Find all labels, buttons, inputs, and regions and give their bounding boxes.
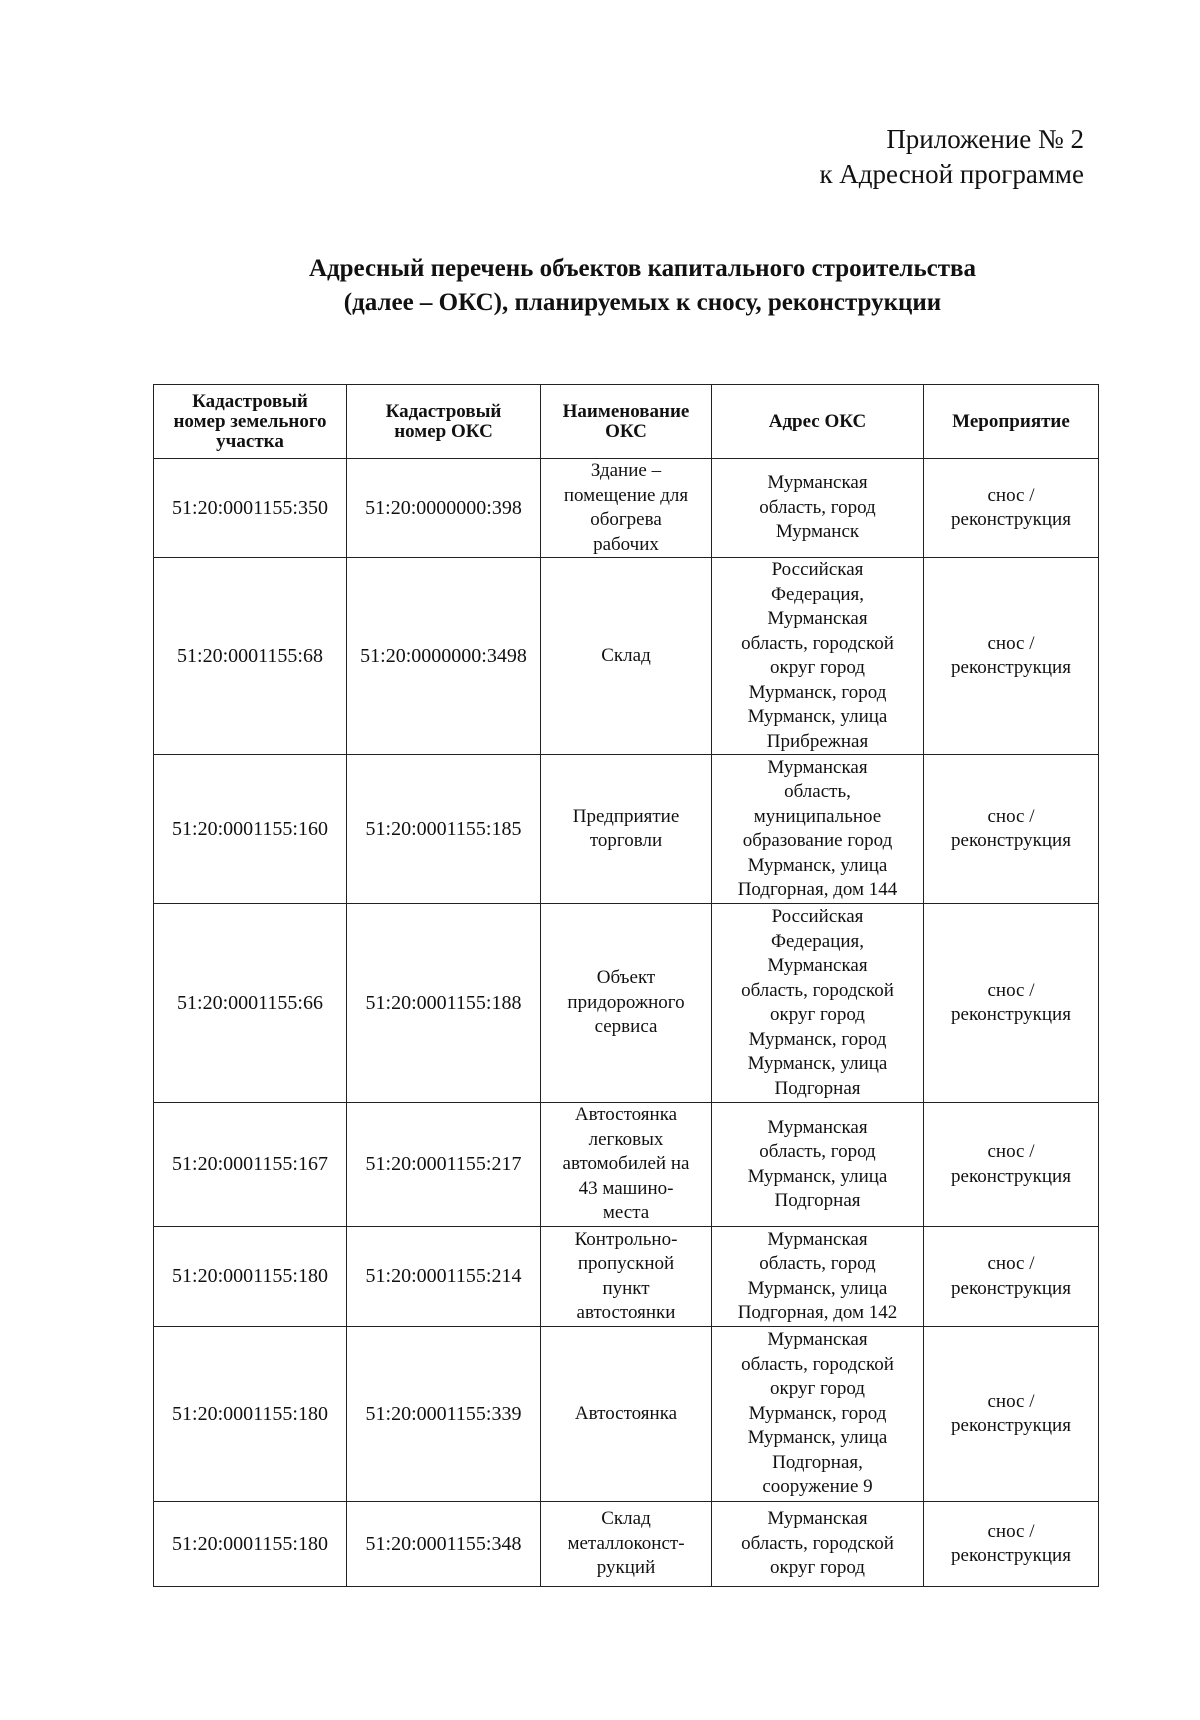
cell-oks-address: Мурманская область, город Мурманск, улица Подгорная, дом 142 <box>712 1227 924 1327</box>
cell-land-number: 51:20:0001155:66 <box>154 904 347 1103</box>
table-row <box>154 459 1099 558</box>
cell-oks-name: Предприятие торговли <box>541 755 712 904</box>
cell-oks-name: Склад <box>541 558 712 755</box>
cell-oks-number: 51:20:0001155:217 <box>347 1103 541 1227</box>
cell-oks-address: Мурманская область, городской округ город <box>712 1502 924 1587</box>
cell-oks-name: Автостоянка легковых автомобилей на 43 машино- места <box>541 1103 712 1227</box>
cell-oks-address: Мурманская область, муниципальное образование город Мурманск, улица Подгорная, дом 144 <box>712 755 924 904</box>
cell-action: снос / реконструкция <box>924 755 1099 904</box>
cell-action: снос / реконструкция <box>924 558 1099 755</box>
cell-action: снос / реконструкция <box>924 1103 1099 1227</box>
cell-action: снос / реконструкция <box>924 904 1099 1103</box>
cell-oks-name: Контрольно- пропускной пункт автостоянки <box>541 1227 712 1327</box>
cell-action: снос / реконструкция <box>924 1227 1099 1327</box>
cell-land-number: 51:20:0001155:350 <box>154 459 347 558</box>
cell-oks-number: 51:20:0000000:398 <box>347 459 541 558</box>
annex-header <box>819 122 1084 192</box>
table-row <box>154 1502 1099 1587</box>
objects-table <box>153 384 1099 1587</box>
cell-land-number: 51:20:0001155:68 <box>154 558 347 755</box>
page-title <box>0 252 1200 320</box>
cell-oks-number: 51:20:0001155:188 <box>347 904 541 1103</box>
cell-oks-address: Мурманская область, городской округ город Мурманск, город Мурманск, улица Подгорная, сооружение 9 <box>712 1327 924 1502</box>
header-oks-cadastral: Кадастровый номер ОКС <box>347 385 541 459</box>
cell-oks-address: Мурманская область, город Мурманск, улица Подгорная <box>712 1103 924 1227</box>
cell-land-number: 51:20:0001155:180 <box>154 1327 347 1502</box>
cell-land-number: 51:20:0001155:167 <box>154 1103 347 1227</box>
cell-oks-number: 51:20:0001155:339 <box>347 1327 541 1502</box>
cell-land-number: 51:20:0001155:180 <box>154 1227 347 1327</box>
cell-oks-address: Мурманская область, город Мурманск <box>712 459 924 558</box>
cell-oks-number: 51:20:0001155:348 <box>347 1502 541 1587</box>
table-row <box>154 755 1099 904</box>
annex-reference: к Адресной программе <box>819 159 1084 189</box>
table-row <box>154 1103 1099 1227</box>
cell-oks-address: Российская Федерация, Мурманская область, городской округ город Мурманск, город Мурманск, улица Прибрежная <box>712 558 924 755</box>
table-row <box>154 1227 1099 1327</box>
cell-land-number: 51:20:0001155:180 <box>154 1502 347 1587</box>
header-oks-address: Адрес ОКС <box>712 385 924 459</box>
title-line-1: Адресный перечень объектов капитального строительства <box>308 255 977 282</box>
cell-oks-name: Здание – помещение для обогрева рабочих <box>541 459 712 558</box>
cell-action: снос / реконструкция <box>924 1502 1099 1587</box>
cell-land-number: 51:20:0001155:160 <box>154 755 347 904</box>
title-line-2: (далее – ОКС), планируемых к сносу, реконструкции <box>343 289 942 316</box>
cell-oks-name: Объект придорожного сервиса <box>541 904 712 1103</box>
table-row <box>154 558 1099 755</box>
header-action: Мероприятие <box>924 385 1099 459</box>
cell-oks-number: 51:20:0001155:214 <box>347 1227 541 1327</box>
cell-oks-name: Автостоянка <box>541 1327 712 1502</box>
cell-oks-name: Склад металлоконст- рукций <box>541 1502 712 1587</box>
cell-oks-address: Российская Федерация, Мурманская область, городской округ город Мурманск, город Мурманск, улица Подгорная <box>712 904 924 1103</box>
header-land-cadastral: Кадастровый номер земельного участка <box>154 385 347 459</box>
cell-action: снос / реконструкция <box>924 459 1099 558</box>
annex-number: Приложение № 2 <box>886 124 1084 154</box>
table-row <box>154 1327 1099 1502</box>
table-row <box>154 904 1099 1103</box>
cell-oks-number: 51:20:0000000:3498 <box>347 558 541 755</box>
cell-oks-number: 51:20:0001155:185 <box>347 755 541 904</box>
table-header-row <box>154 385 1099 459</box>
header-oks-name: Наименование ОКС <box>541 385 712 459</box>
cell-action: снос / реконструкция <box>924 1327 1099 1502</box>
